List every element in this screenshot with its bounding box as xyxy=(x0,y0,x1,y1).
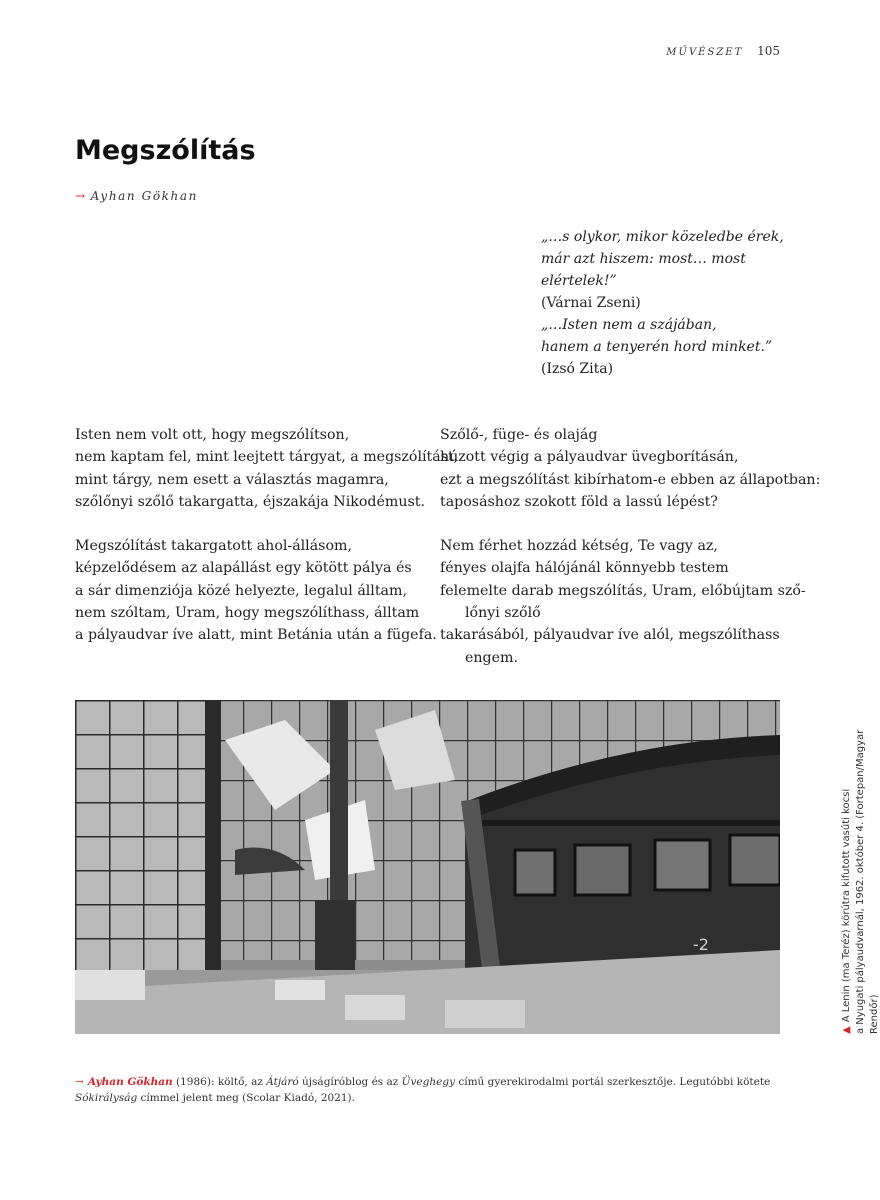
epigraph-source: (Várnai Zseni) xyxy=(541,295,641,311)
caption-line-2: a Nyugati pályaudvarnál, 1962. október 4. (Fortepan/Magyar Rendőr) xyxy=(855,729,880,1034)
epigraph-line: hanem a tenyerén hord minket.” xyxy=(541,339,773,355)
author-name: Ayhan Gökhan xyxy=(90,189,198,203)
article-title: Megszólítás xyxy=(75,135,256,166)
triangle-icon: ▲ xyxy=(841,1026,852,1034)
poem-column-right xyxy=(440,424,821,691)
car-number: -2 xyxy=(693,935,709,954)
bio-text: címmel jelent meg (Scolar Kiadó, 2021). xyxy=(137,1092,355,1104)
poem-line: szőlőnyi szőlő takargatta, éjszakája Nikodémust. xyxy=(75,493,425,510)
poem-line: Isten nem volt ott, hogy megszólítson, xyxy=(75,427,350,443)
stanza xyxy=(440,424,821,513)
epigraph-source: (Izsó Zita) xyxy=(541,361,614,377)
poem-line: takarásából, pályaudvar íve alól, megszólíthass xyxy=(440,627,780,644)
epigraph-line: „…s olykor, mikor közeledbe érek, xyxy=(541,229,784,245)
epigraph-line: „…Isten nem a szájában, xyxy=(541,317,717,333)
poem-column-left xyxy=(75,424,459,669)
poem-line: képzelődésem az alapállást egy kötött pálya és xyxy=(75,560,412,577)
bio-work-title: Üveghegy xyxy=(401,1076,456,1088)
poem-line: nem kaptam fel, mint leejtett tárgyat, a megszólítást, xyxy=(75,449,459,466)
arrow-icon: → xyxy=(75,189,87,203)
stanza xyxy=(440,535,806,669)
author-bio xyxy=(75,1074,785,1106)
byline xyxy=(75,189,198,203)
caption-text: A Lenin (ma Teréz) körútra kifutott vasúti kocsi xyxy=(841,788,852,1023)
epigraph-1 xyxy=(541,226,801,314)
railway-car-photo xyxy=(75,700,780,1034)
poem-line: taposáshoz szokott föld a lassú lépést? xyxy=(440,493,718,510)
stanza xyxy=(75,535,437,646)
poem-line: nem szóltam, Uram, hogy megszólíthass, álltam xyxy=(75,605,420,622)
poem-line: a pályaudvar íve alatt, mint Betánia után a fügefa. xyxy=(75,627,437,644)
poem-line: ezt a megszólítást kibírhatom-e ebben az állapotban: xyxy=(440,471,821,488)
poem-line: Nem férhet hozzád kétség, Te vagy az, xyxy=(440,538,718,555)
epigraph-2 xyxy=(541,314,801,380)
poem-line: lőnyi szőlő xyxy=(465,605,541,622)
page-number: 105 xyxy=(757,44,780,58)
bio-author-name: Ayhan Gökhan xyxy=(87,1076,173,1088)
poem-line: Megszólítást takargatott ahol-állásom, xyxy=(75,538,352,555)
poem-line: felemelte darab megszólítás, Uram, előbújtam sző- xyxy=(440,582,806,599)
photo-caption xyxy=(840,694,880,1034)
poem-line: a sár dimenziója közé helyezte, legalul álltam, xyxy=(75,582,407,599)
stanza xyxy=(75,424,459,513)
section-name: MŰVÉSZET xyxy=(666,47,744,58)
arrow-icon: → xyxy=(75,1076,84,1088)
poem-line: mint tárgy, nem esett a választás magamra, xyxy=(75,471,389,488)
running-header xyxy=(666,44,780,58)
photo-illustration xyxy=(75,700,780,1034)
caption-line-1 xyxy=(840,694,854,1034)
poem-line: fényes olajfa hálójánál könnyebb testem xyxy=(440,560,729,577)
poem-line: Szőlő-, füge- és olajág xyxy=(440,427,598,443)
bio-text: (1986): költő, az xyxy=(172,1076,267,1088)
bio-text: újságíróblog és az xyxy=(298,1076,402,1088)
bio-text: című gyerekirodalmi portál szerkesztője. Legutóbbi kötete xyxy=(455,1076,771,1088)
bio-work-title: Sókirályság xyxy=(75,1092,138,1104)
epigraph-line: már azt hiszem: most… most elértelek!” xyxy=(541,251,746,289)
poem-line: húzott végig a pályaudvar üvegborításán, xyxy=(440,449,739,466)
poem-line: engem. xyxy=(465,649,518,666)
bio-work-title: Átjáró xyxy=(266,1076,299,1088)
